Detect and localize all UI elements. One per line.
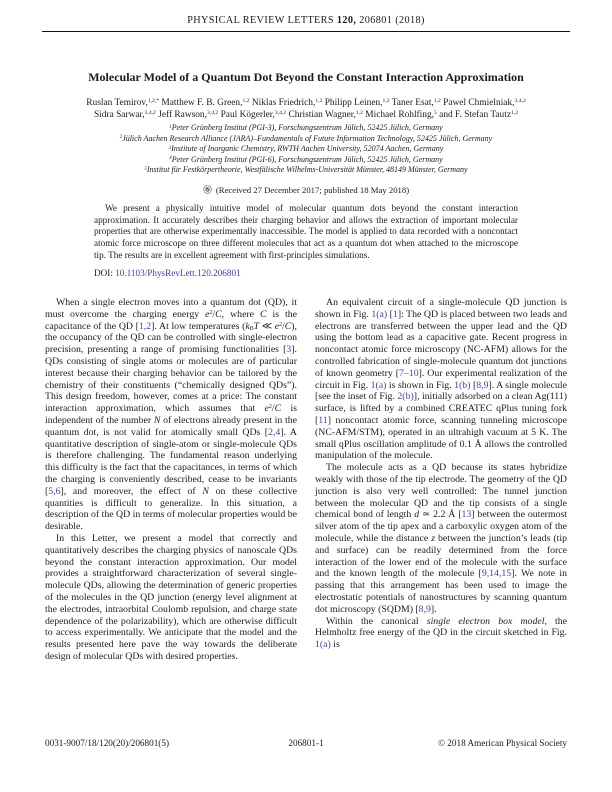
right-column	[315, 297, 567, 663]
left-column	[45, 297, 297, 663]
page-footer	[45, 738, 567, 748]
doi-label: DOI:	[94, 268, 116, 278]
journal-name: PHYSICAL REVIEW LETTERS	[187, 15, 334, 26]
affiliation-item: $^4$Peter Grünberg Institut (PGI-6), Forschungszentrum Jülich, 52425 Jülich, Germany	[169, 154, 443, 164]
article-number: 206801 (2018)	[359, 15, 425, 26]
paragraph-letter-summary: In this Letter, we present a model that correctly and quantitatively describes the charging physics of nanoscale QDs beyond the constant interaction approximation. Our model provides a straightforward characterization of several single-molecule QDs, allowing the determination of generic properties of the molecules in the QD junction (energy level alignment at the electrodes, intraorbital Coulomb repulsion, and charge state dependence of the polarizability), which are otherwise difficult to access experimentally. We anticipate that the model and the results presented here pave the way towards the deliberate design of molecular QDs with desired properties.	[45, 532, 297, 662]
affiliation-item: $^3$Institute of Inorganic Chemistry, RWTH Aachen University, 52074 Aachen, Germany	[168, 144, 444, 154]
doi-link[interactable]: 10.1103/PhysRevLett.120.206801	[115, 268, 241, 278]
header-rule	[42, 31, 570, 32]
paragraph-intro: When a single electron moves into a quantum dot (QD), it must overcome the charging energy $e^2/C$, where C is the capacitance of the QD [1,2]. At low temperatures ($k_BT$ ≪ $e^2/C$), the occupancy of the QD can be controlled with single-electron precision, presenting a range of promising functionalities [3]. QDs consisting of single atoms or molecules are of particular interest because their charging behavior can be tailored by the chemistry of their constituents (“chemically designed QDs”). This design freedom, however, comes at a price: The constant interaction approximation, which assumes that $e^2/C$ is independent of the number N of electrons already present in the quantum dot, is not valid for atomically small QDs [2,4]. A quantitative description of single-atom or single-molecule QDs is therefore challenging. The fundamental reason underlying this difficulty is the fact that the capacitances, in terms of which the charging is conveniently described, cease to be invariants [5,6], and moreover, the effect of N on these collective quantities is difficult to generalize. In this situation, a description of the QD in terms of molecular properties would be desirable.	[45, 297, 298, 533]
affiliation-list	[40, 123, 572, 176]
footer-page-number: 206801-1	[288, 738, 324, 748]
received-line	[40, 185, 572, 195]
author-line-2: Sidra Sarwar,$^{3,4,2}$ Jeff Rawson,$^{3,4,2}$ Paul Kögerler,$^{3,4,2}$ Christian Wagner,$^{1,2}$ Michael Rohlfing,$^5$ and F. Stefan Tautz$^{1,2}$	[93, 110, 519, 121]
author-line-1: Ruslan Temirov,$^{1,2,*}$ Matthew F. B. Green,$^{1,2}$ Niklas Friedrich,$^{1,2}$ Philipp Leinen,$^{1,2}$ Taner Esat,$^{1,2}$ Pawel Chmielniak,$^{3,4,2}$	[86, 98, 526, 108]
author-list	[40, 97, 572, 122]
crossmark-icon[interactable]	[203, 185, 212, 194]
footer-issn-code: 0031-9007/18/120(20)/206801(5)	[45, 738, 170, 748]
paragraph-equivalent-circuit: An equivalent circuit of a single-molecule QD junction is shown in Fig. 1(a) [1]: The QD is placed between two leads and electrons are transferred between the upper lead and the QD using the bottom lead as a capacitive gate. Recent progress in noncontact atomic force microscopy (NC-AFM) allows for the controlled fabrication of single-molecule quantum dot junctions of known geometry [7–10]. Our experimental realization of the circuit in Fig. 1(a) is shown in Fig. 1(b) [8,9]. A single molecule [see the inset of Fig. 2(b)], initially adsorbed on a clean Ag(111) surface, is lifted by a combined CREATEC qPlus tuning fork [11] noncontact atomic force, scanning tunneling microscope (NC-AFM/STM), operated in an ultrahigh vacuum at 5 K. The small qPlus oscillation amplitude of 0.1 Å allows the controlled manipulation of the molecule.	[315, 297, 567, 462]
paper-title: Molecular Model of a Quantum Dot Beyond the Constant Interaction Approximation	[88, 70, 524, 84]
affiliation-item: $^1$Peter Grünberg Institut (PGI-3), Forschungszentrum Jülich, 52425 Jülich, Germany	[169, 123, 443, 132]
paragraph-single-electron-box: Within the canonical single electron box model, the Helmholtz free energy of the QD in the circuit sketched in Fig. 1(a) is	[315, 615, 568, 651]
paragraph-qd-junction: The molecule acts as a QD because its states hybridize weakly with those of the tip electrode. The geometry of the QD junction is also very well controlled: The tunnel junction between the molecular QD and the tip consists of a single chemical bond of length d ≃ 2.2 Å [13] between the outermost silver atom of the tip apex and a carboxylic oxygen atom of the molecule, while the distance z between the junction’s leads (tip and surface) can be readily determined from the force interaction of the lower end of the molecule with the surface and the known length of the molecule [9,14,15]. We note in passing that this arrangement has been used to image the electrostatic potentials of nanostructures by scanning quantum dot microscopy (SQDM) [8,9].	[315, 462, 567, 615]
doi-line	[94, 268, 518, 278]
affiliation-item: $^5$Institut für Festkörpertheorie, Westfälische Wilhelms-Universität Münster, 48149 Münster, Germany	[144, 165, 468, 175]
body-columns	[45, 297, 567, 663]
affiliation-item: $^2$Jülich Aachen Research Alliance (JARA)–Fundamentals of Future Information Technology, 52425 Jülich, Germany	[119, 133, 493, 143]
abstract-text: We present a physically intuitive model of molecular quantum dots beyond the constant interaction approximation. It accurately describes their charging behavior and allows the extraction of important molecular properties that are otherwise experimentally inaccessible. The model is applied to data recorded with a noncontact atomic force microscope on three different molecules that act as a quantum dot when attached to the microscope tip. The results are in excellent agreement with first-principles simulations.	[94, 203, 518, 260]
journal-volume: 120,	[336, 15, 357, 26]
journal-header	[42, 15, 570, 26]
received-text: (Received 27 December 2017; published 18 May 2018)	[215, 185, 410, 195]
footer-copyright: © 2018 American Physical Society	[438, 738, 567, 748]
